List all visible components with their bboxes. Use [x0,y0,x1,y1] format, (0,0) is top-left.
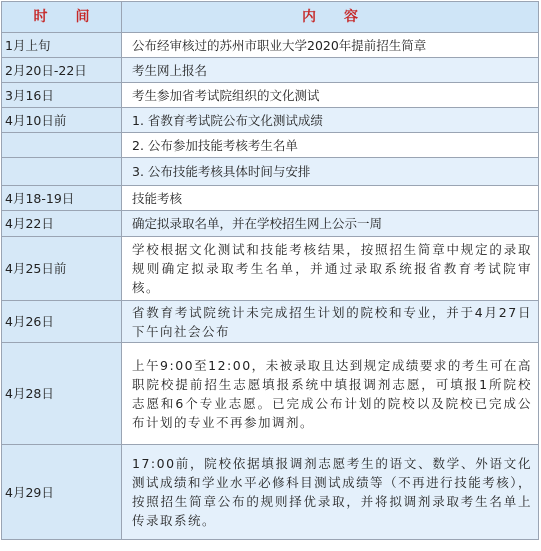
table-row [2,158,539,186]
row-time: 4月10日前 [2,108,122,133]
row-content: 确定拟录取名单，并在学校招生网上公示一周 [122,211,539,237]
row-time: 4月25日前 [2,237,122,301]
table-row [2,108,539,133]
row-content: 公布经审核过的苏州市职业大学2020年提前招生简章 [122,33,539,58]
row-time [2,133,122,158]
table-row [2,133,539,158]
row-content: 1. 省教育考试院公布文化测试成绩 [122,108,539,133]
table-row [2,343,539,445]
row-time: 4月29日 [2,445,122,540]
row-time: 4月26日 [2,301,122,343]
table-row [2,58,539,83]
row-time: 2月20日-22日 [2,58,122,83]
row-content: 学校根据文化测试和技能考核结果，按照招生简章中规定的录取规则确定拟录取考生名单，并通过录取系统报省教育考试院审核。 [122,237,539,301]
row-content: 2. 公布参加技能考核考生名单 [122,133,539,158]
table-row [2,83,539,108]
row-content: 17:00前，院校依据填报调剂志愿考生的语文、数学、外语文化测试成绩和学业水平必修科目测试成绩等（不再进行技能考核），按照招生简章公布的规则择优录取，并将拟调剂录取考生名单上传录取系统。 [122,445,539,540]
row-time: 4月28日 [2,343,122,445]
header-content: 内 容 [122,2,539,33]
row-content: 技能考核 [122,186,539,211]
row-time: 1月上旬 [2,33,122,58]
admission-schedule-table [1,1,539,540]
table-row [2,445,539,540]
header-time: 时 间 [2,2,122,33]
row-content: 3. 公布技能考核具体时间与安排 [122,158,539,186]
table-row [2,301,539,343]
table-body [2,33,539,540]
row-time [2,158,122,186]
table-row [2,33,539,58]
table-header-row [2,2,539,33]
row-content: 考生参加省考试院组织的文化测试 [122,83,539,108]
row-content: 省教育考试院统计未完成招生计划的院校和专业，并于4月27日下午向社会公布 [122,301,539,343]
row-content: 考生网上报名 [122,58,539,83]
table-row [2,211,539,237]
row-time: 3月16日 [2,83,122,108]
row-content: 上午9:00至12:00，未被录取且达到规定成绩要求的考生可在高职院校提前招生志愿填报系统中填报调剂志愿，可填报1所院校志愿和6个专业志愿。已完成公布计划的院校以及院校已完成公布计划的专业不再参加调剂。 [122,343,539,445]
row-time: 4月22日 [2,211,122,237]
table-row [2,237,539,301]
table-row [2,186,539,211]
row-time: 4月18-19日 [2,186,122,211]
